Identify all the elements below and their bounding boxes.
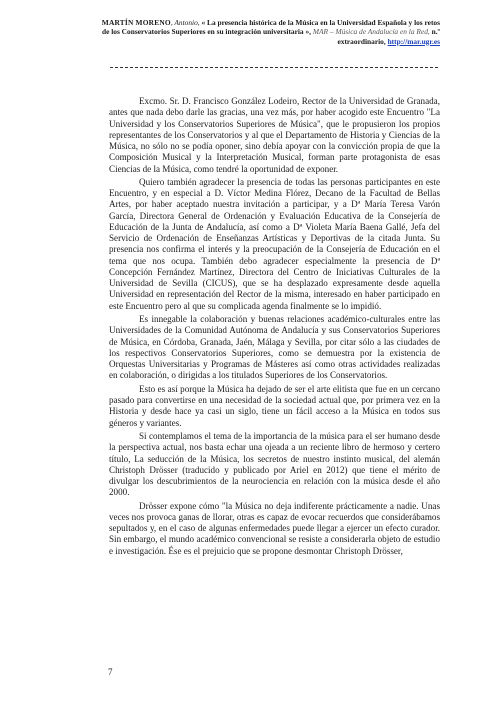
header-author-given: , Antonio, [170,18,202,27]
paragraph: Quiero también agradecer la presencia de todas las personas participantes en este Encuentro, y en especial a D. Víctor Medina Flórez, Decano de la Facultad de Bellas Artes, por haber aceptado nuestra invitación a participar, y a Dª María Teresa Varón García, Directora General de Ordenación y Evaluación Educativa de la Consejería de Educación de la Junta de Andalucía, así como a Dª Violeta María Baena Gallé, Jefa del Servicio de Ordenación de Enseñanzas Artísticas y Deportivas de la citada Junta. Su presencia nos confirma el interés y la preocupación de la Consejería de Educación en el tema que nos ocupa. También debo agradecer especialmente la presencia de Dª Concepción Fernández Martínez, Directora del Centro de Iniciativas Culturales de la Universidad de Sevilla (CICUS), que se ha desplazado expresamente desde aquella Universidad en representación del Rector de la misma, interesado en haber participado en este Encuentro pero al que su complicada agenda finalmente se lo impidió. [109,176,440,311]
header-url-link[interactable]: http://mar.ugr.es [387,36,440,46]
header-issue: n.º extraordinario, [337,27,440,46]
paragraph: Si contemplamos el tema de la importancia de la música para el ser humano desde la perspectiva actual, nos basta echar una ojeada a un reciente libro de hermoso y certero título, La seducción de la Música, los secretos de nuestro instinto musical, del alemán Christoph Drösser (traducido y publicado por Ariel en 2012) que tiene el mérito de divulgar los descubrimientos de la neurociencia en relación con la música desde el año 2000. [109,431,440,498]
paragraph: Es innegable la colaboración y buenas relaciones académico-culturales entre las Universidades de la Comunidad Autónoma de Andalucía y sus Conservatorios Superiores de Música, en Córdoba, Granada, Jaén, Málaga y Sevilla, por citar sólo a las ciudades de los respectivos Conservatorios Superiores, como se demuestra por la existencia de Orquestas Universitarias y Programas de Másteres así como otras actividades realizadas en colaboración, o dirigidas a los titulados Superiores de los Conservatorios. [109,314,440,381]
paragraph: Drösser expone cómo "la Música no deja indiferente prácticamente a nadie. Unas veces nos provoca ganas de llorar, otras es capaz de evocar recuerdos que considerábamos sepultados y, en el caso de algunas enfermedades puede llegar a ejercer un efecto curador. Sin embargo, el mundo académico convencional se resiste a considerarla objeto de estudio e investigación. Ése es el prejuicio que se propone desmontar Christoph Drösser, [109,500,440,556]
header-divider [110,67,438,68]
header-journal: MAR – Música de Andalucía en la Red, [311,27,432,37]
header-author: MARTÍN MORENO [101,18,171,27]
paragraph: Esto es así porque la Música ha dejado de ser el arte elitista que fue en un cercano pasado para convertirse en una necesidad de la sociedad actual que, por primera vez en la Historia y desde hace ya casi un siglo, tiene un fácil acceso a la Música en todos sus géneros y variantes. [109,383,440,428]
running-header [100,18,440,46]
document-body [109,96,440,559]
page-number: 7 [108,667,113,677]
header-article-title: « La presencia histórica de la Música en la Universidad Española y los retos de los Conservatorios Superiores en su integración universitaria », [101,18,440,37]
paragraph: Excmo. Sr. D. Francisco González Lodeiro, Rector de la Universidad de Granada, antes que nada debo darle las gracias, una vez más, por haber acogido este Encuentro "La Universidad y los Conservatorios Superiores de Música", que le propusieron los propios representantes de los Conservatorios y al que el Departamento de Historia y Ciencias de la Música, no sólo no se podía oponer, sino debía apoyar con la convicción propia de que la Composición Musical y la Interpretación Musical, forman parte protagonista de esas Ciencias de la Música, como tendré la oportunidad de exponer. [109,96,440,174]
